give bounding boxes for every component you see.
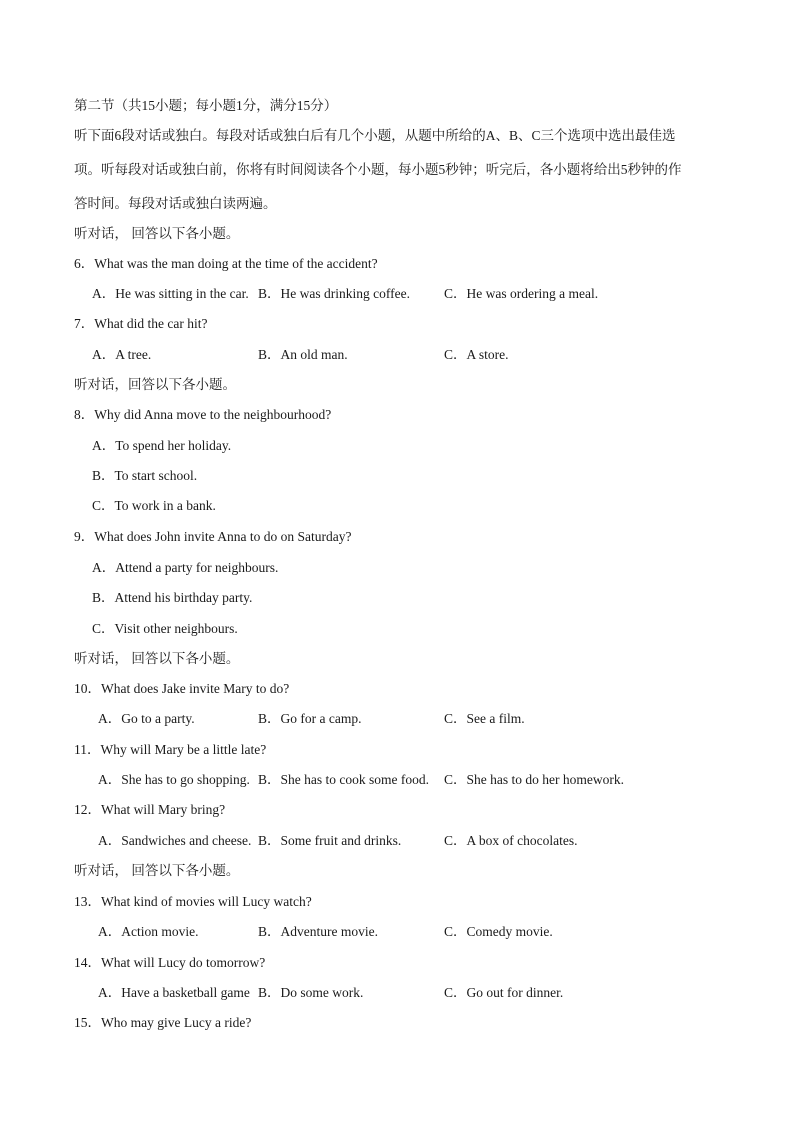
option-c[interactable]: C．Comedy movie. [444,924,553,939]
option-c[interactable]: C．A store. [444,347,509,362]
question-13: 13．What kind of movies will Lucy watch? [74,894,312,909]
option-a[interactable]: A．To spend her holiday. [92,438,232,453]
instruction-line-3: 答时间。每段对话或独白读两遍。 [74,196,277,211]
question-7: 7．What did the car hit? [74,316,208,331]
question-12: 12．What will Mary bring? [74,802,226,817]
instruction-line-2: 项。听每段对话或独白前，你将有时间阅读各个小题，每小题5秒钟；听完后，各小题将给出5秒钟的作 [74,162,682,177]
group-prompt: 听对话， 回答以下各小题。 [74,226,240,241]
option-b[interactable]: B．To start school. [92,468,198,483]
option-b[interactable]: B．Some fruit and drinks. [258,833,402,848]
option-c[interactable]: C．To work in a bank. [92,498,216,513]
option-c[interactable]: C．A box of chocolates. [444,833,578,848]
question-10: 10．What does Jake invite Mary to do? [74,681,290,696]
option-b[interactable]: B．She has to cook some food. [258,772,429,787]
option-a[interactable]: A．He was sitting in the car. [92,286,249,301]
instruction-line-1: 听下面6段对话或独白。每段对话或独白后有几个小题，从题中所给的A、B、C三个选项中选出最佳选 [74,128,676,143]
options-q10 [98,710,778,728]
option-c[interactable]: C．She has to do her homework. [444,772,624,787]
option-a[interactable]: A．She has to go shopping. [98,772,250,787]
option-a[interactable]: A．Go to a party. [98,711,195,726]
option-b[interactable]: B．Go for a camp. [258,711,362,726]
options-q14 [98,984,778,1002]
group-prompt: 听对话， 回答以下各小题。 [74,863,240,878]
option-a[interactable]: A．Sandwiches and cheese. [98,833,252,848]
group-prompt: 听对话，回答以下各小题。 [74,377,236,392]
question-6: 6．What was the man doing at the time of the accident? [74,256,378,271]
option-b[interactable]: B．Adventure movie. [258,924,378,939]
options-q12 [98,832,778,850]
section-title: 第二节（共15小题；每小题1分，满分15分） [74,98,338,113]
options-q7 [92,346,772,364]
option-a[interactable]: A．A tree. [92,347,152,362]
group-prompt: 听对话， 回答以下各小题。 [74,651,240,666]
options-q13 [98,923,778,941]
options-q11 [98,771,778,789]
option-c[interactable]: C．Go out for dinner. [444,985,564,1000]
option-a[interactable]: A．Have a basketball game [98,985,250,1000]
option-c[interactable]: C．Visit other neighbours. [92,621,238,636]
question-14: 14．What will Lucy do tomorrow? [74,955,266,970]
option-c[interactable]: C．See a film. [444,711,525,726]
option-a[interactable]: A．Attend a party for neighbours. [92,560,279,575]
option-b[interactable]: B．Do some work. [258,985,364,1000]
option-b[interactable]: B．He was drinking coffee. [258,286,410,301]
question-8: 8．Why did Anna move to the neighbourhood? [74,407,332,422]
options-q6 [92,285,772,303]
option-b[interactable]: B．Attend his birthday party. [92,590,253,605]
question-15: 15．Who may give Lucy a ride? [74,1015,252,1030]
option-c[interactable]: C．He was ordering a meal. [444,286,599,301]
option-a[interactable]: A．Action movie. [98,924,199,939]
option-b[interactable]: B．An old man. [258,347,348,362]
question-9: 9．What does John invite Anna to do on Saturday? [74,529,352,544]
question-11: 11．Why will Mary be a little late? [74,742,267,757]
